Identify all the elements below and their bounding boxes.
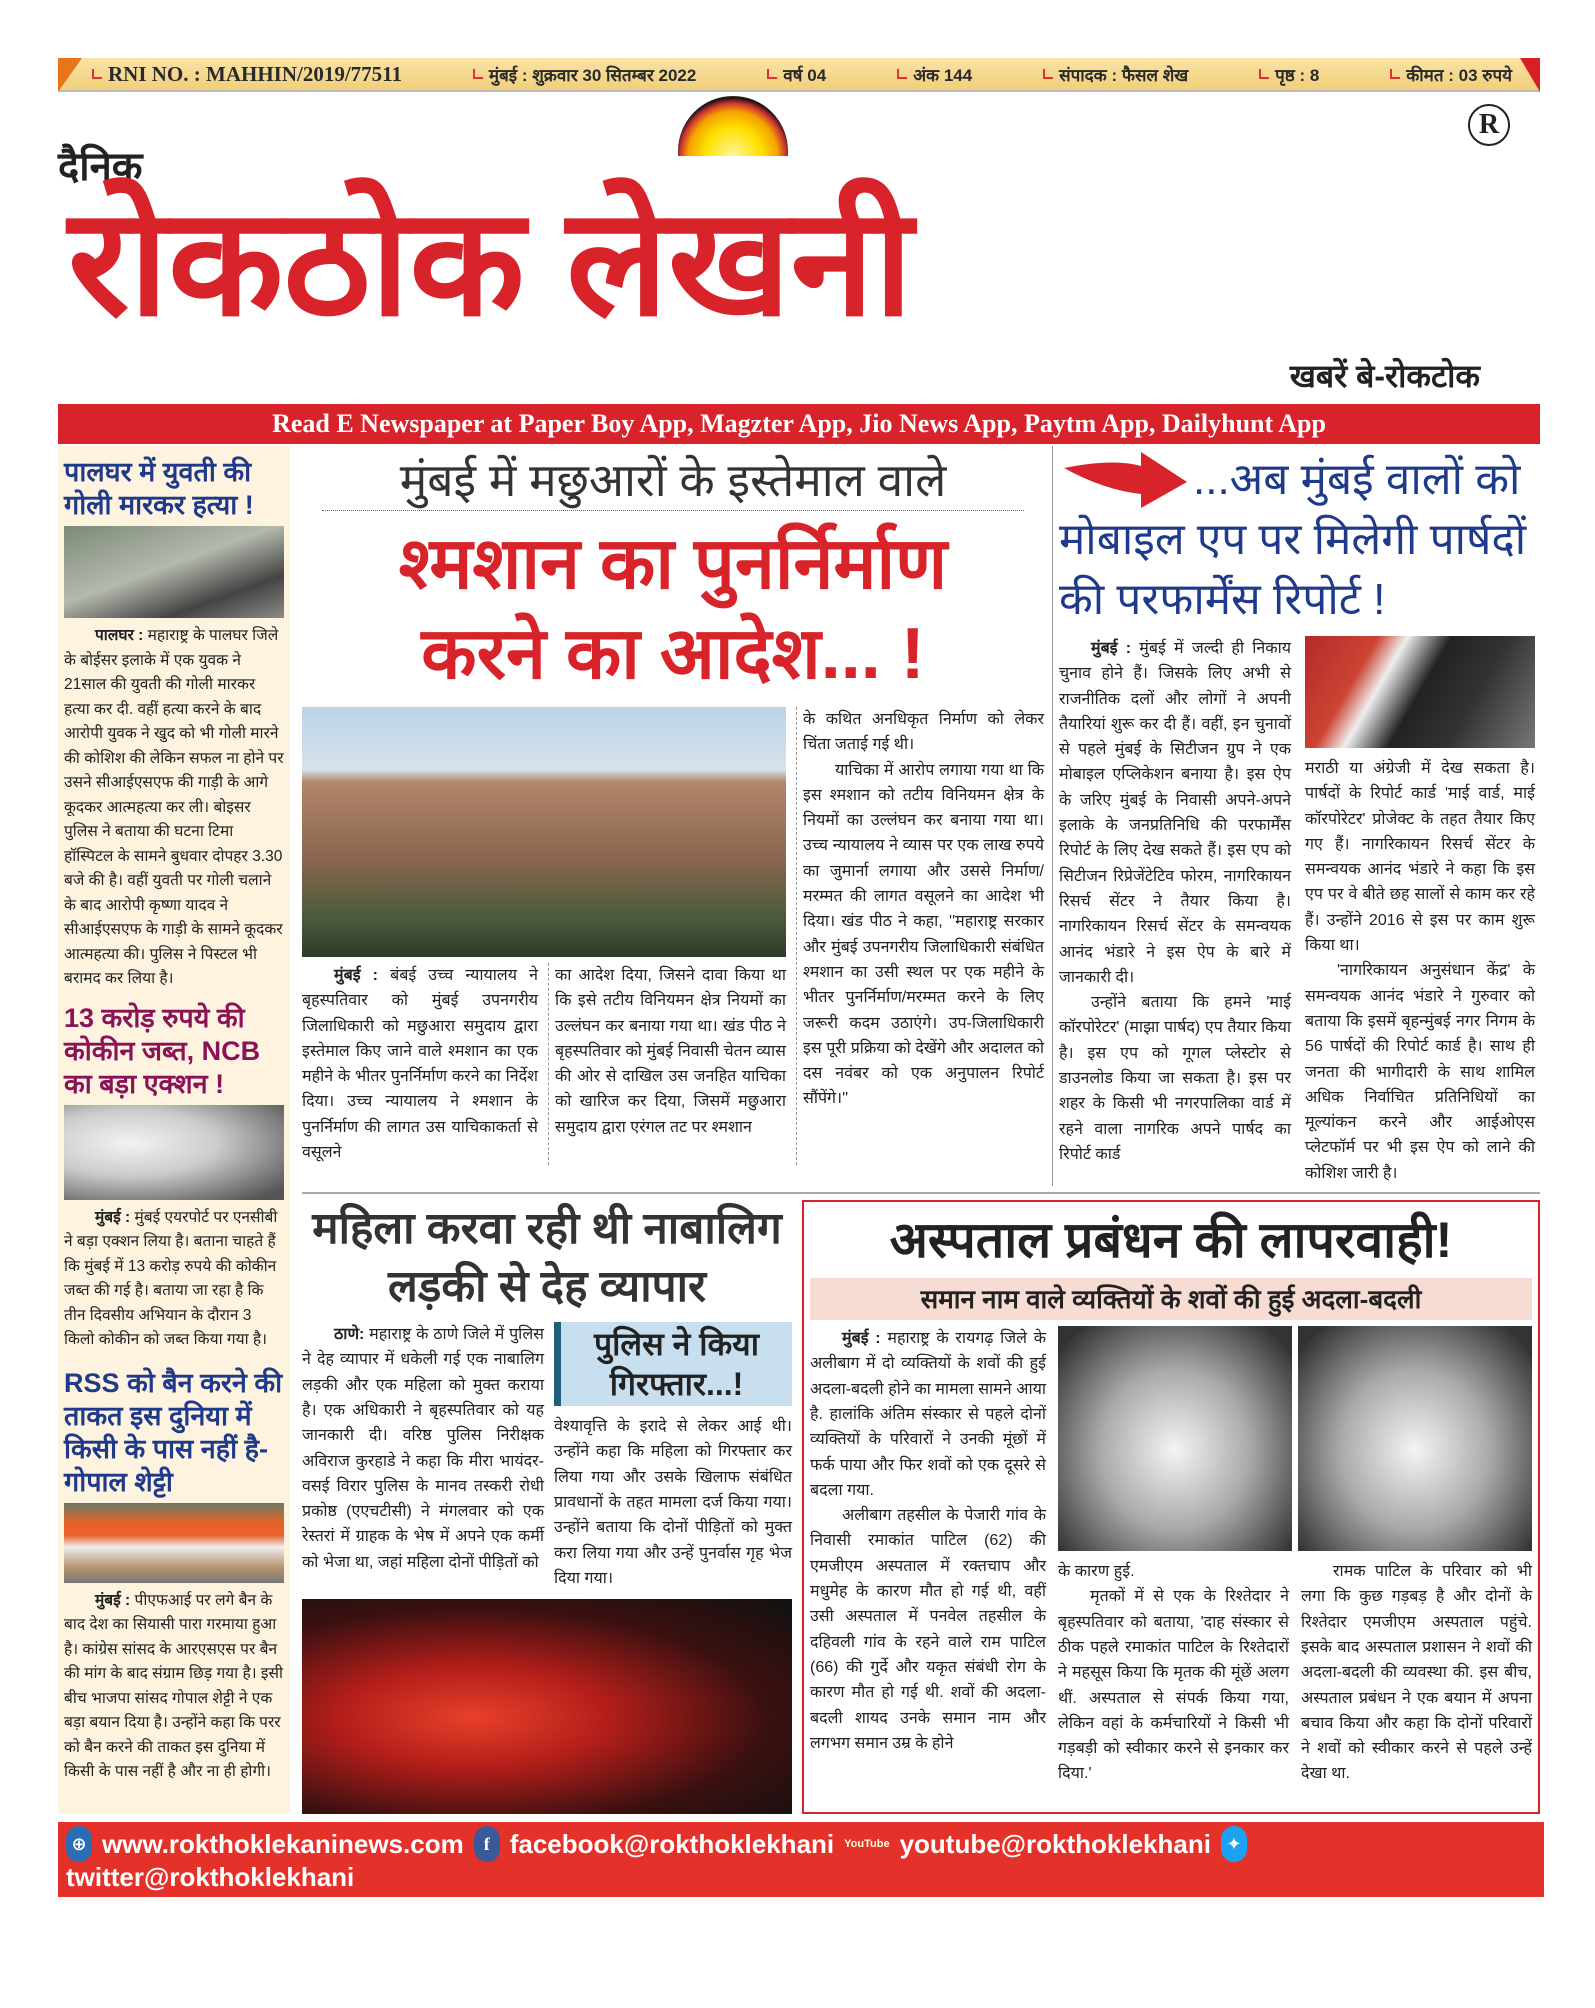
lead-kicker: मुंबई में मछुआरों के इस्तेमाल वाले	[322, 450, 1024, 511]
hospital-body	[810, 1326, 1532, 1787]
news-brief	[64, 1367, 284, 1785]
dateline: मुंबई :	[95, 1208, 131, 1226]
brief-headline: 13 करोड़ रुपये की कोकीन जब्त, NCB का बड़ा एक्शन !	[64, 1002, 261, 1099]
issue-number: अंक 144	[913, 65, 973, 85]
facebook-link[interactable]: facebook@rokthoklekhani	[509, 1828, 835, 1859]
price: कीमत : 03 रुपये	[1406, 65, 1512, 85]
arrest-callout-box: पुलिस ने किया गिरफ्तार...!	[554, 1322, 792, 1406]
hospital-text-col3	[1301, 1559, 1532, 1787]
dateline: मुंबई :	[842, 1330, 881, 1348]
dateline: पालघर :	[95, 627, 144, 644]
lead-story	[302, 446, 1044, 1186]
page-count: पृष्ठ : 8	[1275, 65, 1320, 85]
bullet-icon	[473, 69, 483, 79]
hospital-text-col2	[1058, 1559, 1289, 1787]
article-text: मुंबई में जल्दी ही निकाय चुनाव होने हैं। जिसके लिए अभी से राजनीतिक दलों और लोगों ने अपनी तैयारियां शुरू कर दी हैं। वहीं, इन चुनावों से पहले मुंबई के सिटीजन ग्रुप ने एक मोबाइल एप्लिकेशन बनाया है। इस ऐप के जरिए मुंबई के निवासी अपने-अपने इलाके के जनप्रतिनिधि की परफार्मेंस रिपोर्ट के लिए देख सकते हैं। इस एप को सिटीजन रिप्रेजेंटेटिव फोरम, नागरिकायन रिसर्च सेंटर ने तैयार किया है। नागरिकायन रिसर्च सेंटर के समन्वयक आनंद भंडारे ने इस ऐप के बारे में जानकारी दी।	[1059, 640, 1291, 986]
lead-left-block	[302, 707, 786, 1165]
app-headline-top	[1059, 450, 1540, 510]
app-headline-line1: ...अब मुंबई वालों को	[1193, 455, 1521, 504]
page-content	[58, 446, 1540, 1814]
article-text: रामक पाटिल के परिवार को भी लगा कि कुछ गड़बड़ है और दोनों के रिश्तेदार एमजीएम अस्पताल पहुंचे. इसके बाद अस्पताल प्रशासन ने शवों की अदला-बदली की व्यवस्था की. इस बीच, अस्पताल प्रबंधन ने एक बयान में अपना बचाव किया और कहा कि दोनों परिवारों ने शवों को स्वीकार करने से पहले उन्हें देखा था.	[1301, 1563, 1532, 1783]
lead-text-col2	[548, 963, 786, 1165]
website-link[interactable]: www.rokthoklekaninews.com	[102, 1828, 464, 1859]
editor: संपादक : फैसल शेख	[1059, 65, 1189, 85]
youtube-link[interactable]: youtube@rokthoklekhani	[899, 1828, 1211, 1859]
article-text: याचिका में आरोप लगाया गया था कि इस श्मशान को तटीय विनियमन क्षेत्र के नियमों का उल्लंघन कर बनाया गया था। उच्च न्यायालय ने व्यास पर एक लाख रुपये का जुमार्ना लगाया और उससे निर्माण/मरम्मत की लागत वसूलने का आदेश भी दिया। खंड पीठ ने कहा, ''महाराष्ट्र सरकार और मुंबई उपनगरीय जिलाधिकारी संबंधित श्मशान का उसी स्थल पर एक महीने के भीतर पुनर्निर्माण/मरम्मत करने के लिए जरूरी कदम उठाएंगे। उप-जिलाधिकारी इस पूरी प्रक्रिया को देखेंगे और अदालत को दस नवंबर को एक अनुपालन रिपोर्ट सौंपेंगे।''	[803, 761, 1044, 1108]
hospital-headline: अस्पताल प्रबंधन की लापरवाही!	[889, 1212, 1453, 1269]
trafficking-headline-line2: लड़की से देह व्यापार	[387, 1262, 707, 1312]
app-story	[1052, 446, 1540, 1186]
twitter-icon: ✦	[1221, 1826, 1247, 1862]
brief-body: महाराष्ट्र के पालघर जिले के बोईसर इलाके में एक युवक ने 21साल की युवती की गोली मारकर हत्या कर दी. वहीं हत्या करने के बाद आरोपी युवक ने खुद को भी गोली मारने की कोशिश की लेकिन सफल ना होने पर उसने सीआईएसएफ की गाड़ी के आगे कूदकर आत्महत्या कर ली। बोइसर पुलिस ने बताया की घटना टिमा हॉस्पिटल के सामने बुधवार दोपहर 3.30 बजे की है। वहीं युवती पर गोली चलाने के बाद आरोपी कृष्णा यादव ने सीआईएसएफ के गाड़ी के सामने कूदकर आत्महत्या की। पुलिस ने पिस्टल भी बरामद कर लिया है।	[64, 627, 284, 987]
masthead-dainik: दैनिक	[58, 145, 143, 189]
hospital-text-cols	[1058, 1559, 1532, 1787]
news-brief	[64, 1002, 284, 1353]
feet-with-tag-photo-1	[1058, 1326, 1292, 1551]
twitter-link[interactable]: twitter@rokthoklekhani	[66, 1862, 355, 1893]
brief-headline: पालघर में युवती की गोली मारकर हत्या !	[64, 457, 254, 520]
facebook-icon: f	[474, 1826, 500, 1862]
hospital-photos	[1058, 1326, 1532, 1551]
bullet-icon	[1259, 69, 1269, 79]
newspaper-title-logo: रोकठोक लेखनी	[68, 178, 913, 346]
bullet-icon	[92, 69, 102, 79]
bullet-icon	[767, 69, 777, 79]
issue-year: वर्ष 04	[783, 65, 827, 85]
dateline: मुंबई :	[95, 1591, 131, 1609]
hospital-text-col1	[810, 1326, 1046, 1787]
rss-march-photo	[64, 1503, 284, 1583]
lead-text-cols	[302, 963, 786, 1165]
article-text: के कारण हुई.	[1058, 1563, 1135, 1581]
trafficking-text-col2	[554, 1414, 792, 1591]
brief-body: पीएफआई पर लगे बैन के बाद देश का सियासी पारा गरमाया हुआ है। कांग्रेस सांसद के आरएसएस पर बैन की मांग के बाद संग्राम छिड़ गया है। इसी बीच भाजपा सांसद गोपाल शेट्टी ने एक बड़ा बयान दिया है। उन्होंने कहा कि परर को बैन करने की ताकत इस दुनिया में किसी के पास नहीं है और ना ही होगी।	[64, 1591, 283, 1780]
article-text: वेश्यावृत्ति के इरादे से लेकर आई थी। उन्होंने कहा कि महिला को गिरफ्तार कर लिया गया और उसके खिलाफ संबंधित प्रावधानों के तहत मामला दर्ज किया गया। उन्होंने बताया कि दोनों पीड़ितों को मुक्त करा लिया गया और उन्हें पुनर्वास गृह भेज दिया गया।	[554, 1418, 792, 1587]
distressed-woman-photo	[302, 1599, 792, 1814]
bullet-icon	[1043, 69, 1053, 79]
crime-scene-photo	[64, 526, 284, 618]
trafficking-text-col1	[302, 1322, 544, 1591]
section-divider	[302, 1192, 1540, 1194]
bullet-icon	[1390, 69, 1400, 79]
app-text-col1	[1059, 636, 1291, 1186]
article-text: उन्होंने बताया कि हमने 'माई कॉरपोरेटर' (माझा पार्षद) एप तैयार किया है। इस एप को गूगल प्लेस्टोर से डाउनलोड किया जा सकता है। इस पर शहर के किसी भी नगरपालिका वार्ड में रहने वाला नागरिक अपने पार्षद का रिपोर्ट कार्ड	[1059, 994, 1291, 1163]
brief-body: मुंबई एयरपोर्ट पर एनसीबी ने बड़ा एक्शन लिया है। बताना चाहते हैं कि मुंबई में 13 करोड़ रुपये की कोकीन जब्त की गई है। बताया जा रहा है कि तीन दिवसीय अभियान के दौरान 3 किलो कोकीन को जब्त किया गया है।	[64, 1208, 278, 1348]
lead-headline-line1: श्मशान का पुनर्निर्माण	[398, 524, 948, 604]
trafficking-story	[302, 1200, 792, 1814]
main-area	[302, 446, 1540, 1814]
app-headline-line3: की परफार्मेंस रिपोर्ट !	[1059, 575, 1386, 624]
lead-text-col1	[302, 963, 538, 1165]
e-newspaper-banner: Read E Newspaper at Paper Boy App, Magzter App, Jio News App, Paytm App, Dailyhunt App	[58, 404, 1540, 444]
hospital-right-block	[1058, 1326, 1532, 1787]
article-text: बंबई उच्च न्यायालय ने बृहस्पतिवार को मुंबई उपनगरीय जिलाधिकारी को मछुआरा समुदाय द्वारा इस्तेमाल किए जाने वाले श्मशान का एक महीने के भीतर पुनर्निर्माण करने का निर्देश दिया। उच्च न्यायालय ने श्मशान के पुनर्निर्माण की लागत उस याचिकाकर्ता से वसूलने	[302, 967, 538, 1162]
rni-number: RNI NO. : MAHHIN/2019/77511	[108, 61, 402, 86]
lead-body	[302, 707, 1044, 1165]
trafficking-body	[302, 1322, 792, 1591]
high-court-building-photo	[302, 707, 786, 957]
article-text: 'नागरिकायन अनुसंधान केंद्र' के समन्वयक आनंद भंडारे ने गुरुवार को बताया कि इसमें बृहन्मुंबई नगर निगम के 56 पार्षदों की रिपोर्ट कार्ड है। साथ ही जनता की भागीदारी के साथ शामिल अधिक निर्वाचित प्रतिनिधियों का मूल्यांकन करने और आईओएस प्लेटफॉर्म पर भी इस ऐप को लाने की कोशिश जारी है।	[1305, 962, 1535, 1182]
trafficking-right-block	[554, 1322, 792, 1591]
youtube-icon: YouTube	[844, 1838, 890, 1851]
globe-icon: ⊕	[66, 1826, 92, 1862]
issue-date: मुंबई : शुक्रवार 30 सितम्बर 2022	[488, 65, 697, 85]
trafficking-headline-line1: महिला करवा रही थी नाबालिग	[312, 1204, 782, 1254]
cocaine-packets-photo	[64, 1105, 284, 1200]
article-text: महाराष्ट्र के ठाणे जिले में पुलिस ने देह व्यापार में धकेली गई एक नाबालिग लड़की और एक महिला को मुक्त कराया है। एक अधिकारी ने बृहस्पतिवार को यह जानकारी दी। वरिष्ठ पुलिस निरीक्षक अविराज कुरहाडे ने कहा कि मीरा भायंदर-वसई विरार पुलिस के मानव तस्करी रोधी प्रकोष्ठ (एएचटीसी) ने मंगलवार को एक रेस्तरां में ग्राहक के भेष में अपने एक कर्मी को भेजा था, जहां महिला दोनों पीड़ितों को	[302, 1326, 544, 1571]
hospital-subheadline: समान नाम वाले व्यक्तियों के शवों की हुई अदला-बदली	[810, 1278, 1532, 1320]
top-stories-row	[302, 446, 1540, 1186]
left-news-column	[58, 446, 290, 1814]
dateline: मुंबई :	[1091, 640, 1132, 657]
app-body	[1059, 636, 1540, 1186]
article-text: महाराष्ट्र के रायगढ़ जिले के अलीबाग में दो व्यक्तियों के शवों की हुई अदला-बदली होने का मामला सामने आया है. हालांकि अंतिम संस्कार से पहले दोनों व्यक्तियों के परिवारों ने उनकी मूंछों में फर्क पाया और फिर शवों को एक दूसरे से बदला गया.	[810, 1330, 1047, 1499]
feet-with-tag-photo-2	[1298, 1326, 1532, 1551]
article-text: का आदेश दिया, जिसने दावा किया था कि इसे तटीय विनियमन क्षेत्र नियमों का उल्लंघन कर बनाया गया था। खंड पीठ ने बृहस्पतिवार को मुंबई निवासी चेतन व्यास की ओर से दाखिल उस जनहित याचिका को खारिज कर दिया, जिसमें मछुआरा समुदाय द्वारा एरंगल तट पर श्मशान	[555, 967, 786, 1136]
article-text: मृतकों में से एक के रिश्तेदार ने बृहस्पतिवार को बताया, 'दाह संस्कार से ठीक पहले रमाकांत पाटिल के रिश्तेदारों ने महसूस किया कि मृतक की मूंछें अलग थीं. अस्पताल से संपर्क किया गया, लेकिन वहां के कर्मचारियों ने किसी भी गड़बड़ी को स्वीकार करने से इनकार कर दिया.'	[1058, 1588, 1289, 1783]
steering-wheel-phone-photo	[1305, 636, 1535, 748]
bullet-icon	[897, 69, 907, 79]
lead-text-col3	[796, 707, 1044, 1165]
dateline: मुंबई :	[334, 967, 378, 984]
rising-sun-logo-icon	[678, 96, 788, 156]
app-right-block	[1305, 636, 1535, 1186]
masthead-tagline: खबरें बे-रोकटोक	[1289, 358, 1480, 394]
brief-headline: RSS को बैन करने की ताकत इस दुनिया में किसी के पास नहीं है-गोपाल शेट्टी	[64, 1367, 283, 1497]
lead-headline-line2: करने का आदेश... !	[421, 614, 925, 694]
article-text: मराठी या अंग्रेजी में देख सकता है। पार्षदों के रिपोर्ट कार्ड 'माई वार्ड, माई कॉरपोरेटर' प्रोजेक्ट के तहत तैयार किए गए हैं। नागरिकायन रिसर्च सेंटर के समन्वयक आनंद भंडारे ने कहा कि इस एप पर वे बीते छह सालों से काम कर रहे हैं। उन्होंने 2016 से इस पर काम शुरू किया था।	[1305, 760, 1535, 955]
masthead	[58, 92, 1540, 404]
registered-mark: R	[1468, 104, 1510, 146]
red-arrow-icon	[1059, 450, 1189, 510]
article-text: के कथित अनधिकृत निर्माण को लेकर चिंता जताई गई थी।	[803, 711, 1044, 754]
bottom-stories-row	[302, 1200, 1540, 1814]
hospital-story-box	[802, 1200, 1540, 1814]
article-text: अलीबाग तहसील के पेजारी गांव के निवासी रमाकांत पाटिल (62) की एमजीएम अस्पताल में रक्तचाप और मधुमेह के कारण मौत हो गई थी, वहीं उसी अस्पताल में पनवेल तहसील के दहिवली गांव के रहने वाले राम पाटिल (66) की गुर्दे और यकृत संबंधी रोग के कारण मौत हो गई थी. शवों की अदला-बदली शायद उनके समान नाम और लगभग समान उम्र के होने	[810, 1507, 1046, 1752]
social-footer	[58, 1822, 1544, 1897]
app-headline-line2: मोबाइल एप पर मिलेगी पार्षदों	[1059, 515, 1527, 564]
app-text-col2	[1305, 756, 1535, 1186]
dateline: ठाणे:	[334, 1326, 365, 1344]
news-brief	[64, 456, 284, 992]
issue-info-bar	[58, 58, 1540, 92]
